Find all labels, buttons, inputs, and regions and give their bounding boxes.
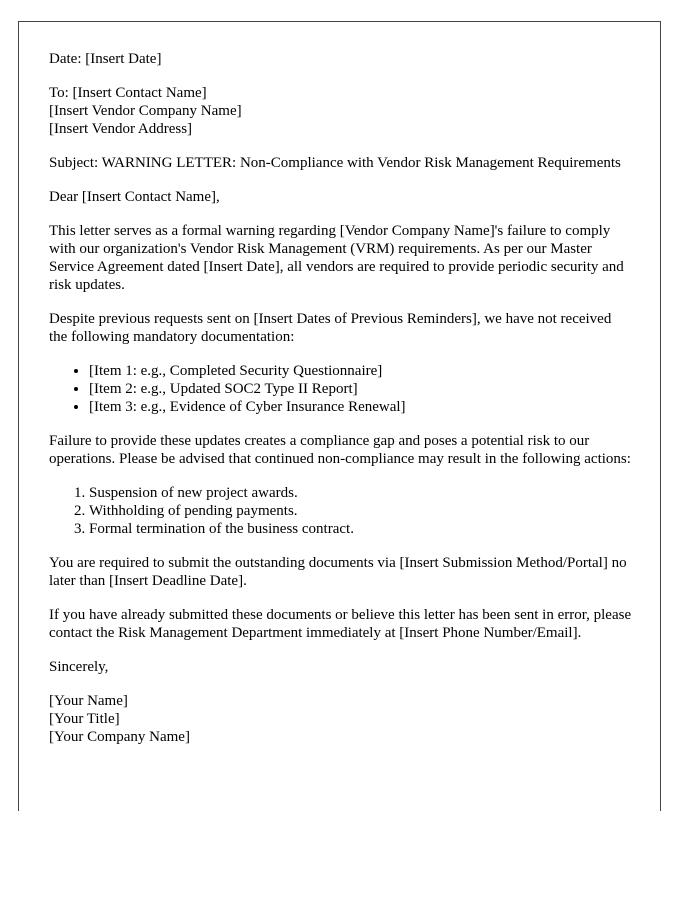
signature-block <box>49 692 633 746</box>
letter-content <box>49 50 633 746</box>
recipient-block <box>49 84 633 138</box>
list-item: • [Item 3: e.g., Evidence of Cyber Insurance Renewal] <box>89 398 633 416</box>
list-item: • [Item 1: e.g., Completed Security Questionnaire] <box>89 362 633 380</box>
letter-page <box>18 21 661 811</box>
letter-paragraph-requests: Despite previous requests sent on [Insert Dates of Previous Reminders], we have not received the following mandatory documentation: <box>49 311 612 345</box>
list-item: 1. Suspension of new project awards. <box>89 484 633 502</box>
letter-subject: Subject: WARNING LETTER: Non-Compliance with Vendor Risk Management Requirements <box>49 155 621 171</box>
recipient-address: [Insert Vendor Address] <box>49 121 193 137</box>
letter-salutation: Dear [Insert Contact Name], <box>49 189 220 205</box>
letter-date: Date: [Insert Date] <box>49 51 162 67</box>
letter-paragraph-deadline: You are required to submit the outstanding documents via [Insert Submission Method/Portal] no later than [Insert Deadline Date]. <box>49 555 627 589</box>
letter-paragraph-risk: Failure to provide these updates creates a compliance gap and poses a potential risk to our operations. Please be advised that continued non-compliance may result in the following actions: <box>49 433 631 467</box>
list-item: • [Item 2: e.g., Updated SOC2 Type II Report] <box>89 380 633 398</box>
signature-title: [Your Title] <box>49 711 120 727</box>
missing-items-list <box>49 362 633 416</box>
letter-closing: Sincerely, <box>49 659 109 675</box>
letter-paragraph-intro: This letter serves as a formal warning regarding [Vendor Company Name]'s failure to comply with our organization's Vendor Risk Management (VRM) requirements. As per our Master Service Agreement dated [Insert Date], all vendors are required to provide periodic security and risk updates. <box>49 223 624 293</box>
list-item: 2. Withholding of pending payments. <box>89 502 633 520</box>
consequences-list <box>49 484 633 538</box>
signature-name: [Your Name] <box>49 693 128 709</box>
recipient-contact: To: [Insert Contact Name] <box>49 85 207 101</box>
list-item: 3. Formal termination of the business contract. <box>89 520 633 538</box>
recipient-company: [Insert Vendor Company Name] <box>49 103 242 119</box>
signature-company: [Your Company Name] <box>49 729 190 745</box>
letter-paragraph-contact: If you have already submitted these documents or believe this letter has been sent in error, please contact the Risk Management Department immediately at [Insert Phone Number/Email]. <box>49 607 632 641</box>
